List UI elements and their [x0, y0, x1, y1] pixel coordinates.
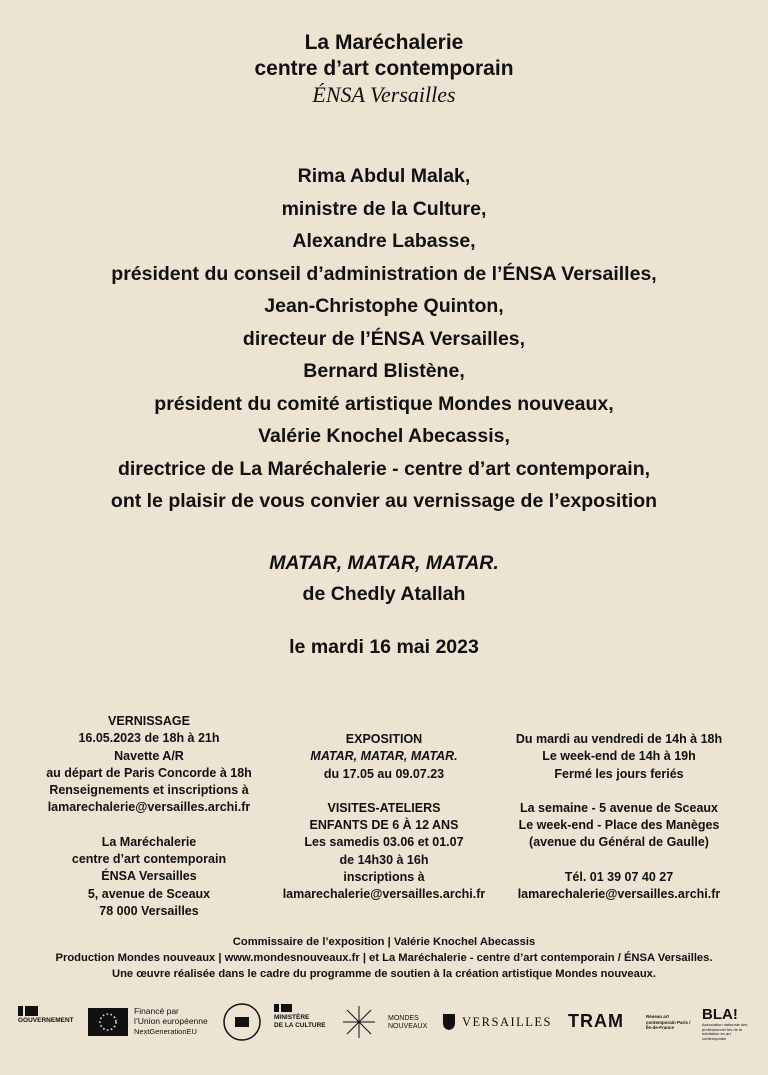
sparkle-icon: [341, 1004, 377, 1040]
exhibition-title: MATAR, MATAR, MATAR.: [269, 552, 499, 574]
vernissage-date: 16.05.2023 de 18h à 21h: [78, 731, 220, 746]
france-relance-badge-icon: [222, 1002, 262, 1042]
host-line: Bernard Blistène,: [303, 360, 465, 382]
host-line: ministre de la Culture,: [281, 197, 487, 220]
exhibition-block: [0, 548, 768, 610]
host-line: directeur de l’ÉNSA Versailles,: [242, 327, 526, 350]
contact-email[interactable]: lamarechalerie@versailles.archi.fr: [517, 887, 721, 902]
header-subtitle: centre d’art contemporain: [254, 57, 514, 80]
workshops-email[interactable]: lamarechalerie@versailles.archi.fr: [282, 887, 486, 902]
host-line: ont le plaisir de vous convier au vernissage de l’exposition: [110, 490, 658, 512]
header: [0, 30, 768, 108]
venue-type: centre d’art contemporain: [71, 852, 227, 867]
eu-label-3: NextGenerationEU: [134, 1027, 197, 1036]
header-title: La Maréchalerie: [304, 31, 464, 54]
exposition-title-text: MATAR, MATAR, MATAR.: [310, 749, 458, 764]
ministere-flag-icon: [274, 1004, 292, 1012]
hosts-list: [0, 160, 768, 518]
header-school: ÉNSA Versailles: [312, 82, 456, 107]
production-line: Production Mondes nouveaux | www.mondesnouveaux.fr | et La Maréchalerie - centre d’art contemporain / ÉNSA Versailles.: [55, 952, 713, 964]
tram-logo: [568, 1002, 694, 1042]
host-line: directrice de La Maréchalerie - centre d’art contemporain,: [117, 457, 651, 480]
sparkle-logo: [341, 1002, 379, 1042]
ministere-label-2: DE LA CULTURE: [274, 1022, 326, 1029]
hours-weekend: Le week-end de 14h à 19h: [542, 749, 696, 764]
shuttle-label: Navette A/R: [114, 748, 184, 763]
host-line: président du conseil d’administration de l’ÉNSA Versailles,: [111, 262, 657, 285]
tram-sublabel: Réseau art contemporain Paris / Île-de-France: [646, 1014, 691, 1030]
info-column-middle: [268, 731, 500, 904]
venue-school: ÉNSA Versailles: [101, 869, 197, 884]
host-line: président du comité artistique Mondes nouveaux,: [154, 392, 614, 415]
bla-logo: [702, 1002, 752, 1042]
mondes-nouveaux-logo: [388, 1002, 440, 1042]
vernissage-heading: VERNISSAGE: [108, 714, 190, 728]
venue-city: 78 000 Versailles: [99, 903, 199, 918]
versailles-crest-icon: [442, 1013, 456, 1031]
info-column-left: [30, 713, 268, 920]
versailles-label: VERSAILLES: [462, 1015, 552, 1029]
eu-flag-icon: [88, 1008, 128, 1036]
exhibition-date: le mardi 16 mai 2023: [289, 636, 479, 658]
host-line: Valérie Knochel Abecassis,: [258, 425, 510, 447]
workshops-age: ENFANTS DE 6 À 12 ANS: [309, 818, 459, 833]
eu-logo: [88, 1002, 228, 1042]
gouvernement-logo: [16, 1002, 86, 1042]
exposition-dates: du 17.05 au 09.07.23: [323, 766, 445, 781]
mondes-label-2: NOUVEAUX: [388, 1023, 428, 1030]
host-line: Alexandre Labasse,: [292, 230, 476, 252]
bla-label: BLA!: [702, 1006, 738, 1023]
ministere-label-1: MINISTÈRE: [274, 1014, 310, 1021]
gouvernement-label: GOUVERNEMENT: [18, 1017, 74, 1024]
program-line: Une œuvre réalisée dans le cadre du programme de soutien à la création artistique Mondes nouveaux.: [112, 968, 656, 980]
eu-label-2: l’Union européenne: [134, 1016, 208, 1026]
location-weekend: Le week-end - Place des Manèges: [518, 818, 720, 833]
tram-label: TRAM: [568, 1011, 624, 1031]
exposition-title: [268, 748, 500, 765]
info-column-right: [500, 731, 738, 903]
location-week: La semaine - 5 avenue de Sceaux: [519, 800, 719, 815]
venue-name: La Maréchalerie: [101, 834, 197, 849]
registration-email[interactable]: lamarechalerie@versailles.archi.fr: [47, 800, 251, 815]
phone-number: Tél. 01 39 07 40 27: [564, 869, 674, 884]
registration-label: Renseignements et inscriptions à: [49, 783, 249, 798]
host-line: Rima Abdul Malak,: [297, 165, 471, 187]
workshops-registration: inscriptions à: [343, 870, 425, 885]
workshops-dates: Les samedis 03.06 et 01.07: [304, 835, 464, 850]
curator-line: Commissaire de l’exposition | Valérie Knochel Abecassis: [232, 936, 536, 948]
marianne-icon: [18, 1006, 38, 1016]
venue-street: 5, avenue de Sceaux: [87, 886, 211, 901]
location-detail: (avenue du Général de Gaulle): [529, 835, 709, 850]
workshops-time: de 14h30 à 16h: [339, 852, 429, 867]
ministere-culture-logo: [274, 1002, 338, 1042]
credits: [0, 934, 768, 982]
france-relance-logo: [220, 1002, 264, 1042]
host-line: Jean-Christophe Quinton,: [264, 295, 504, 317]
mondes-label-1: MONDES: [388, 1015, 419, 1022]
eu-label-1: Financé par: [134, 1006, 179, 1016]
bla-sublabel: Association nationale des professionnel·les de la médiation en art contemporain: [702, 1022, 748, 1041]
hours-holidays: Fermé les jours feriés: [554, 766, 684, 781]
partner-logos: [16, 1002, 752, 1042]
hours-weekdays: Du mardi au vendredi de 14h à 18h: [515, 732, 723, 746]
exposition-heading: EXPOSITION: [345, 732, 423, 746]
shuttle-departure: au départ de Paris Concorde à 18h: [46, 765, 252, 780]
workshops-heading: VISITES-ATELIERS: [327, 800, 441, 815]
exhibition-artist: de Chedly Atallah: [302, 583, 466, 605]
versailles-logo: [442, 1002, 562, 1042]
